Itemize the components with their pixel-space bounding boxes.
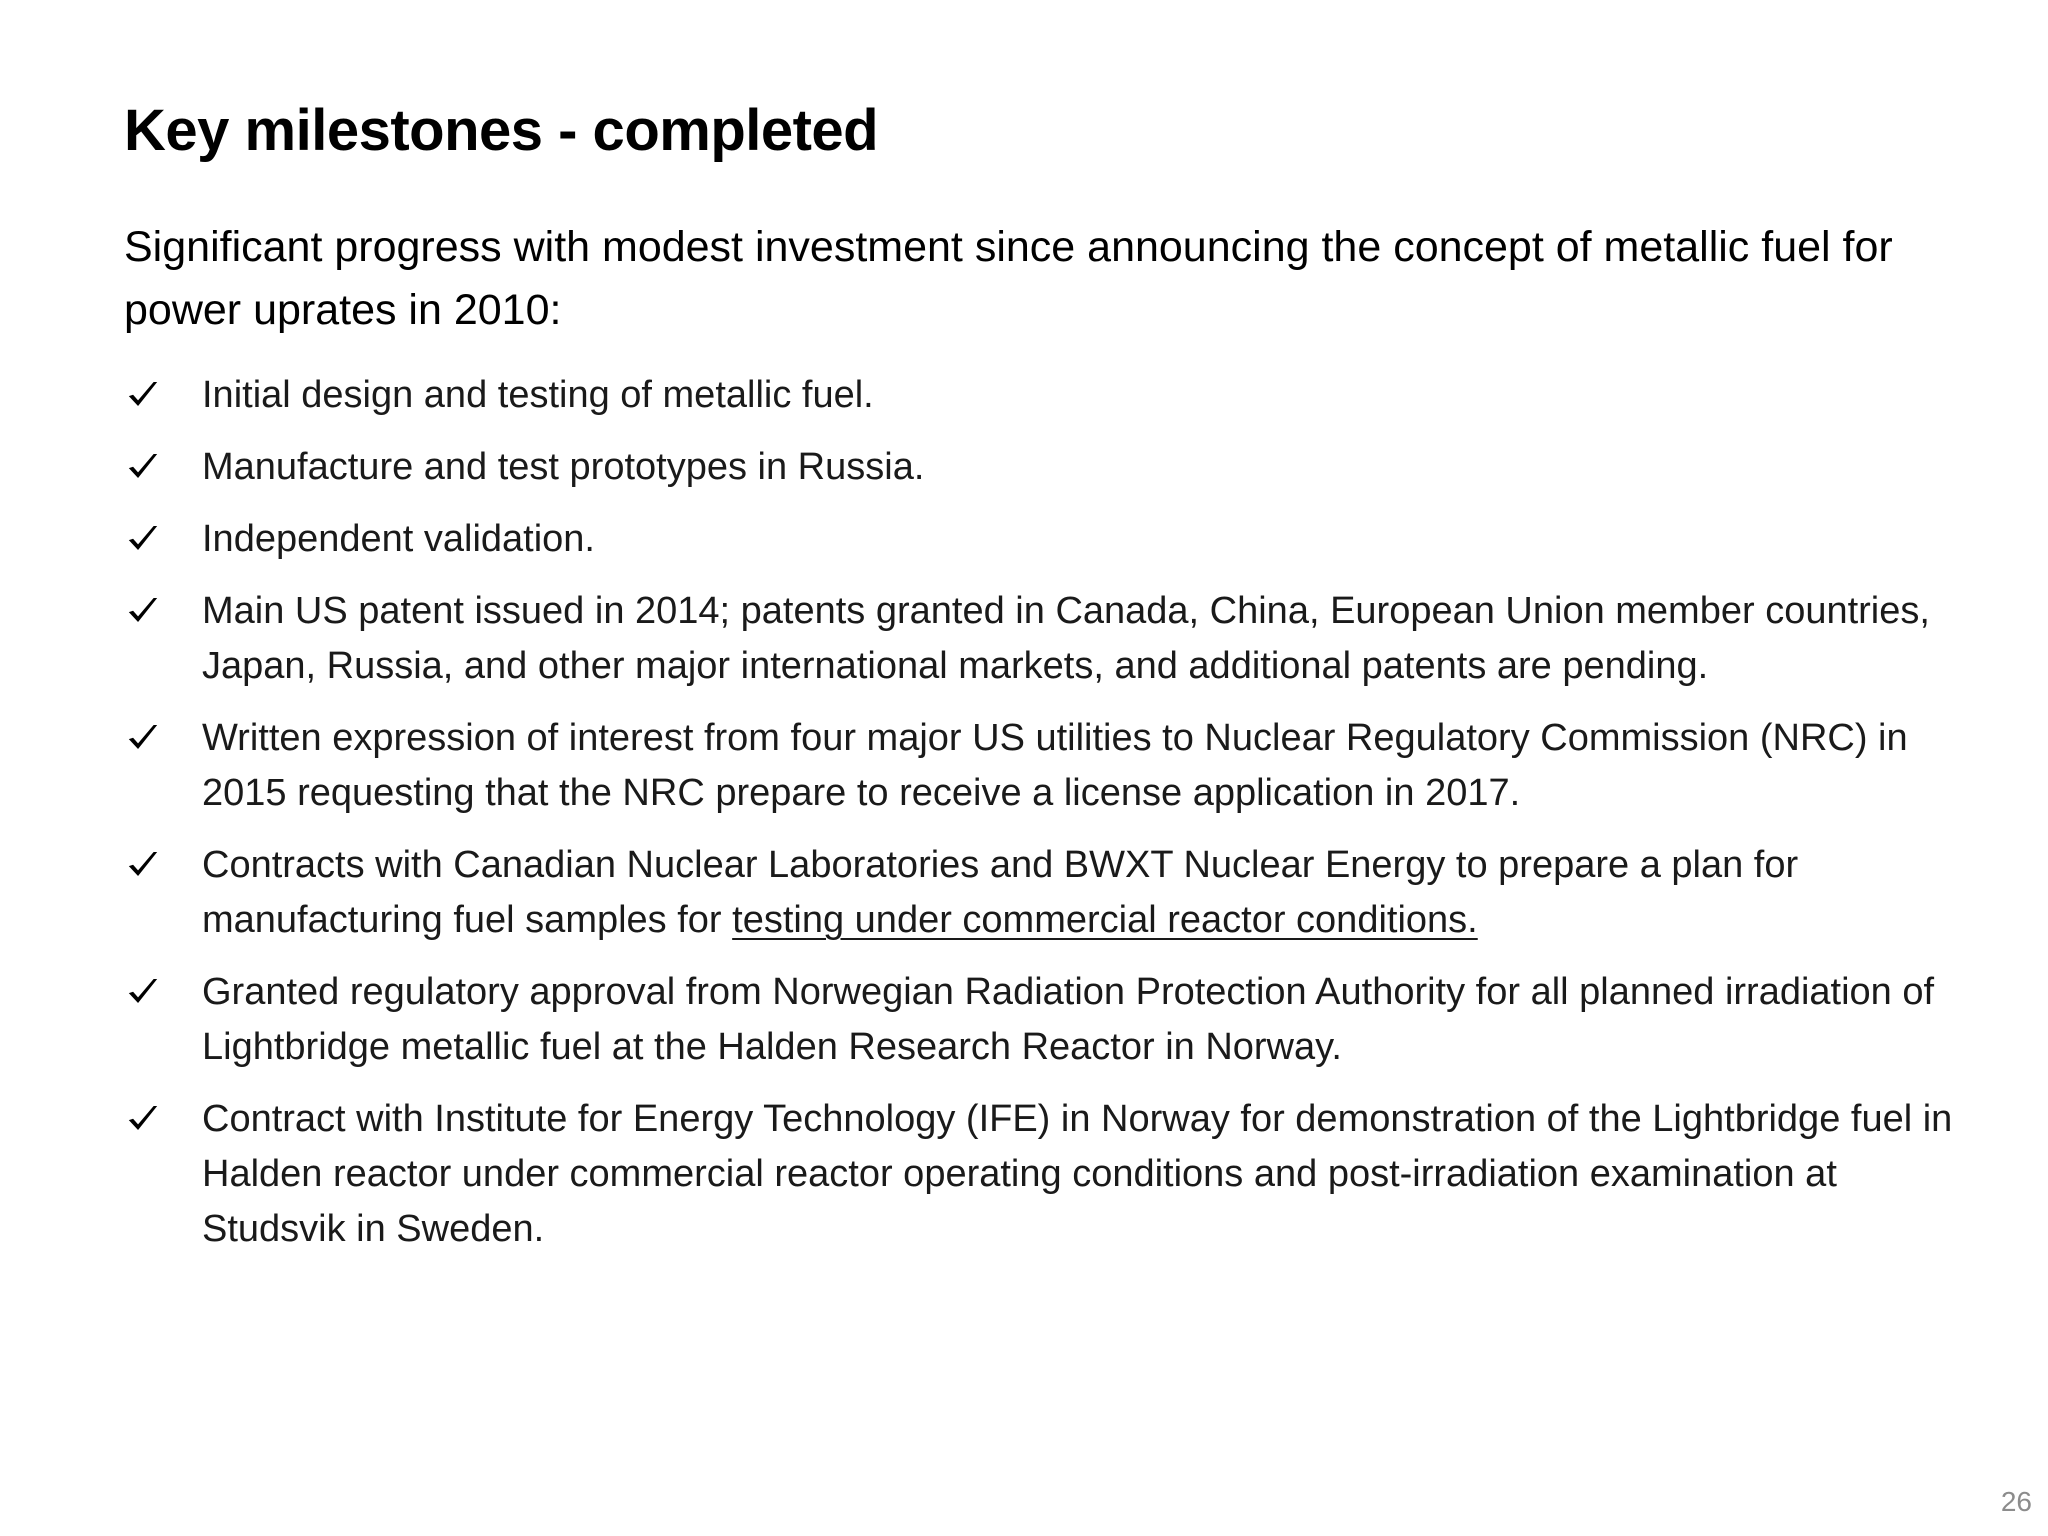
checkmark-icon [126,711,166,766]
checkmark-icon [126,512,166,567]
checkmark-icon [126,584,166,639]
milestone-item [124,965,1964,1075]
milestone-text: Written expression of interest from four major US utilities to Nuclear Regulatory Commission (NRC) in 2015 requesting that the NRC prepare to receive a license application in 2017. [202,717,1908,814]
milestone-item [124,512,1964,567]
slide-title: Key milestones - completed [124,98,879,163]
checkmark-icon [126,965,166,1020]
milestone-text: Contracts with Canadian Nuclear Laboratories and BWXT Nuclear Energy to prepare a plan for manufacturing fuel samples for [202,844,1799,941]
checkmark-icon [126,838,166,893]
checkmark-icon [126,1092,166,1147]
milestone-text: Initial design and testing of metallic fuel. [202,374,874,416]
milestone-item [124,711,1964,821]
milestone-list [124,368,1964,1274]
intro-paragraph: Significant progress with modest investment since announcing the concept of metallic fuel for power uprates in 2010: [124,223,1893,334]
milestone-item [124,838,1964,948]
milestone-text: Manufacture and test prototypes in Russia. [202,446,925,488]
page-number: 26 [2000,1486,2032,1517]
milestone-text: Granted regulatory approval from Norwegian Radiation Protection Authority for all planned irradiation of Lightbridge metallic fuel at the Halden Research Reactor in Norway. [202,971,1935,1068]
checkmark-icon [126,440,166,495]
milestone-item [124,584,1964,694]
checkmark-icon [126,368,166,423]
milestone-text: Independent validation. [202,518,595,560]
milestone-text: Contract with Institute for Energy Technology (IFE) in Norway for demonstration of the Lightbridge fuel in Halden reactor under commercial reactor operating conditions and post-irradiation examination at Studsvik in Sweden. [202,1098,1953,1250]
milestone-item [124,1092,1964,1257]
milestone-item [124,368,1964,423]
milestone-item [124,440,1964,495]
underlined-phrase: testing under commercial reactor conditions. [732,899,1478,941]
milestone-text: Main US patent issued in 2014; patents granted in Canada, China, European Union member countries, Japan, Russia, and other major international markets, and additional patents are pending. [202,590,1930,687]
